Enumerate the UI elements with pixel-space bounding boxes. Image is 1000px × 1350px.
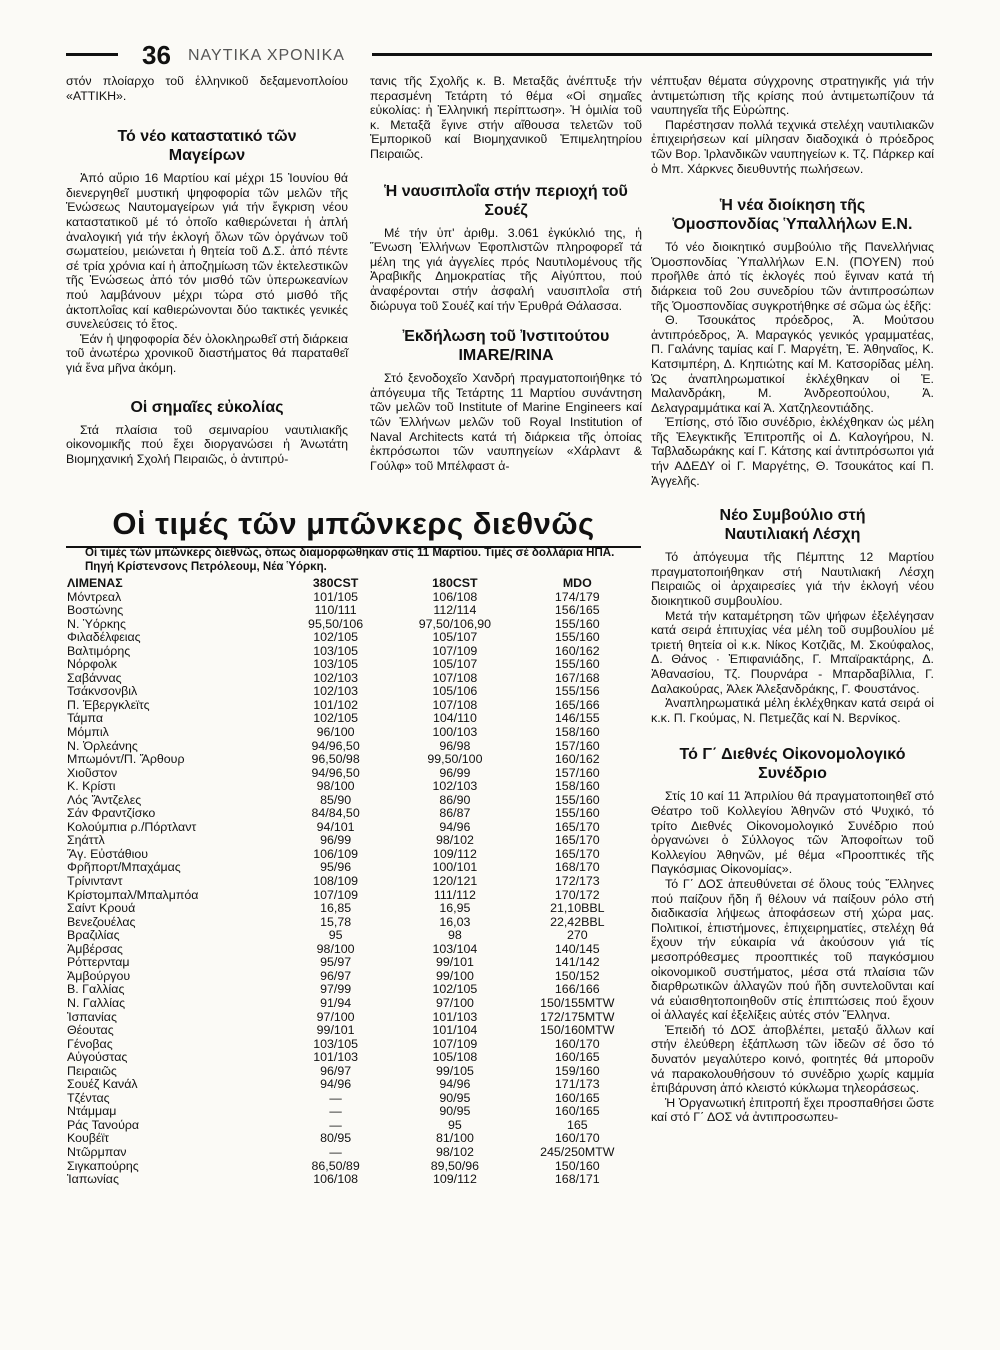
price-180cst-cell: 96/98 [439,738,471,753]
price-180cst-cell: 89,50/96 [430,1158,480,1173]
table-row [64,861,640,875]
price-380cst-cell: 106/109 [313,846,358,861]
paragraph: Τό νέο διοικητικό συμβούλιο τῆς Πανελλήνιας Ὁμοσπονδίας Ὑπαλλήλων Ε.Ν. (ΠΟΥΕΝ) πού προῆλθε ἀπό τίς ἐκλογές πού ἔγιναν κατά τή διάρκεια τοῦ 2ου συνεδρίου τῶν ἀντιπροσώπων τῆς Ὁμοσπονδίας συγκροτήθηκε σέ σῶμα ὡς ἑξῆς: [651,240,934,313]
table-row [64,699,640,713]
price-380cst-cell: 96,50/98 [311,752,360,767]
price-mdo-cell: 160/170 [554,1131,600,1146]
price-380cst-cell: 97/100 [316,1009,355,1024]
price-mdo-cell: 141/142 [554,955,600,970]
paragraph: Θ. Τσουκάτος πρόεδρος, Ἀ. Μούτσου ἀντιπρόεδρος, Ἀ. Μαραγκός γενικός γραμματέας, Π. Γαλάνης ταμίας καί Γ. Μαργέτη, Ἐ. Ἀθηναῖος, Κ. Κατσιμπέρη, Δ. Κηπιώτης καί Μ. Κατσορίδας μέλη. Ὡς ἀναπληρωματικοί ἐκλέχθηκαν οἱ Ἐ. Μαλανδράκη, Μ. Ἀνδρεοπούλου, Ἀ. Δελαγραμμάτικα καί Ἀ. Χατζηλεοντιάδης. [651,313,934,415]
table-row [64,1132,640,1146]
price-180cst-cell: 99,50/100 [427,752,483,767]
table-row [64,889,640,903]
table-row [64,767,640,781]
header-rule-left [66,53,118,56]
price-180cst-cell: 107/109 [432,643,478,658]
price-mdo-cell: 167/168 [554,670,600,685]
price-380cst-cell: 96/97 [320,1063,352,1078]
price-380cst-cell: 103/105 [313,643,358,658]
price-mdo-cell: 155/160 [554,630,600,645]
price-180cst-cell: 16,03 [439,914,471,929]
port-cell: Π. Ἐβεργκλεϊτς [67,697,150,712]
price-mdo-cell: 140/145 [554,941,600,956]
price-180cst-cell: 105/106 [432,684,478,699]
price-180cst-cell: 90/95 [439,1104,471,1119]
price-180cst-cell: 95 [448,1117,462,1132]
price-380cst-cell: 102/103 [313,670,358,685]
price-180cst-cell: 111/112 [433,887,476,902]
price-380cst-cell: — [329,1104,342,1119]
table-row [64,794,640,808]
port-cell: Ἀμβέρσας [67,941,123,956]
price-180cst-cell: 101/103 [432,1009,478,1024]
price-180cst-cell: 97,50/106,90 [418,616,492,631]
port-cell: Κ. Κρίστι [67,779,116,794]
headline-cooks-statute: Τό νέο καταστατικό τῶν Μαγείρων [117,128,297,165]
table-row [64,997,640,1011]
price-380cst-cell: 108/109 [313,874,358,889]
port-cell: Νόρφολκ [67,657,117,672]
price-380cst-cell: 107/109 [313,887,358,902]
table-row [64,956,640,970]
table-row [64,1092,640,1106]
table-row [64,1051,640,1065]
table-row [64,834,640,848]
price-180cst-cell: 109/112 [432,846,477,861]
port-cell: Πειραιῶς [67,1063,117,1078]
price-mdo-cell: 160/170 [554,1036,600,1051]
price-380cst-cell: 96/97 [320,968,352,983]
price-380cst-cell: 102/105 [313,711,358,726]
price-380cst-cell: 98/100 [316,941,355,956]
price-180cst-cell: 107/108 [432,697,478,712]
paragraph: Παρέστησαν πολλά τεχνικά στελέχη ναυτιλιακῶν ἐπιχειρήσεων καί μίλησαν διαδοχικά ὁ πρόεδρος τῶν Βορ. Ἰρλανδικῶν ναυπηγείων κ. Τζ. Πάρκερ καί ὁ Μπ. Χάρκνες διευθυντής πωλήσεων. [651,117,934,176]
price-mdo-cell: 160/165 [554,1090,600,1105]
price-380cst-cell: 95,50/106 [308,616,364,631]
headline-suez-navigation: Ἡ ναυσιπλοΐα στήν περιοχή τοῦ Σουέζ [384,182,628,219]
price-180cst-cell: 90/95 [439,1090,471,1105]
table-row [64,1105,640,1119]
paragraph: Ἐπειδή τό ΔΟΣ ἀποβλέπει, μεταξύ ἄλλων καί στήν ἐλεύθερη ἐξάπλωση τῶν ἰδεῶν σέ ὅσο τό δυνατόν μεγαλύτερο κοινό, φοιτητές θά μποροῦν νά παρακολουθήσουν τό συνέδριο χωρίς καμμία ἐπιβάρυνση ἀπό κλειστό κύκλωμα τηλεοράσεως. [651,1022,934,1096]
price-380cst-cell: 97/99 [320,982,352,997]
price-380cst-cell: — [329,1117,342,1132]
paragraph: Στίς 10 καί 11 Ἀπριλίου θά πραγματοποιηθεῖ στό Θέατρο τοῦ Κολλεγίου Ἀθηνῶν στό Ψυχικό, τό τρίτο Διεθνές Οἰκονομολογικό Συνέδριο πού ὀργανώνει ὁ Σύλλογος τῶν Ἀποφοίτων τοῦ Κολλεγίου Ἀθηνῶν, μέ θέμα «Προοπτικές τῆς Παγκόσμιας Οἰκονομίας». [651,789,934,877]
port-cell: Μπωμόντ/Π. Ἄρθουρ [67,752,185,767]
price-180cst-cell: 102/103 [432,779,478,794]
headline-nautical-club: Νέο Συμβούλιο στή Ναυτιλιακή Λέσχη [719,507,866,544]
table-row [64,1146,640,1160]
paragraph: τανις τῆς Σχολῆς κ. Β. Μεταξᾶς ἀνέπτυξε τήν περασμένη Τετάρτη τό θέμα «Οἱ σημαῖες εὐκολίας: ἡ Ἑλληνική περίπτωση». Ἡ ὁμιλία τοῦ κ. Μεταξᾶ ἔγινε στήν αἴθουσα τελετῶν τοῦ Ἐμπορικοῦ καί Βιομηχανικοῦ Ἐπιμελητηρίου Πειραιῶς. [370,74,642,161]
port-cell: Σαβάννας [67,670,122,685]
paragraph: Τό Γ΄ ΔΟΣ ἀπευθύνεται σέ ὅλους τούς Ἕλληνες πού παίζουν ἤδη ἤ θέλουν νά παίξουν ρόλο στή διαδικασία λήψεως ἀποφάσεων στή χώρα μας. Πολιτικοί, ἐπιστήμονες, ἐπιχειρηματίες, στελέχη θά ἔχουν τήν εὐκαιρία νά ἀκούσουν γιά τίς μεσοπρόθεσμες προοπτικές τοῦ παγκόσμιου οἰκονομικοῦ συστήματος, μέσα στά πλαίσια τῶν διαρθρωτικῶν ἀλλαγῶν πού ἤδη συντελοῦνται καί νά εὐαισθητοποιηθοῦν στίς ἐπιπτώσεις πού ἔχουν οἱ ἀλλαγές καί ἐξελίξεις αὐτές στόν Ἕλληνα. [651,876,934,1023]
port-cell: Βοστώνης [67,603,124,618]
port-cell: Β. Γαλλίας [67,982,125,997]
price-380cst-cell: 99/101 [316,1023,355,1038]
port-cell: Ἰαπωνίας [67,1172,119,1187]
price-mdo-cell: 155/156 [554,684,600,699]
paragraph: Ἀναπληρωματικά μέλη ἐκλέχθηκαν κατά σειρά οἱ κ.κ. Π. Γκούμας, Ν. Πετμεζᾶς καί Ν. Βερνίκος. [651,696,934,725]
port-cell: Φιλαδέλφειας [67,630,141,645]
port-cell: Λός Ἄντζελες [67,792,142,807]
price-380cst-cell: 101/103 [313,1050,358,1065]
column-header-mdo: MDO [562,576,592,590]
price-mdo-cell: 172/173 [554,874,600,889]
paragraph: Μέ τήν ὑπ' ἀριθμ. 3.061 ἐγκύκλιό της, ἡ Ἕνωση Ἑλλήνων Ἐφοπλιστῶν πληροφορεῖ τά μέλη της γιά ἀγγελίες πρός Ναυτιλομένους τῆς Ἀραβικῆς Δημοκρατίας τῆς Αἰγύπτου, πού ἀναφέρονται στήν ἀσφαλή ναυσιπλοΐα στή διώρυγα τοῦ Σουέζ καί τήν Ἐρυθρά Θάλασσα. [370,225,642,313]
price-380cst-cell: 110/111 [314,603,357,618]
price-mdo-cell: 171/173 [554,1077,600,1092]
paragraph: στόν πλοίαρχο τοῦ ἑλληνικοῦ δεξαμενοπλοίου «ΑΤΤΙΚΗ». [66,74,348,103]
price-380cst-cell: 101/102 [313,697,358,712]
table-row [64,807,640,821]
masthead: ΝΑΥΤΙΚΑ ΧΡΟΝΙΚΑ [188,47,345,64]
price-180cst-cell: 101/104 [432,1023,478,1038]
price-380cst-cell: 95/97 [320,955,352,970]
price-mdo-cell: 155/160 [554,792,600,807]
price-380cst-cell: — [329,1090,342,1105]
price-380cst-cell: — [329,1144,342,1159]
port-cell: Βραζιλίας [67,928,120,943]
table-row [64,604,640,618]
price-mdo-cell: 270 [566,928,588,943]
header-rule-right [372,53,932,56]
price-180cst-cell: 94/96 [439,819,471,834]
port-cell: Σάν Φραντζίσκο [67,806,156,821]
price-180cst-cell: 100/103 [432,725,478,740]
price-180cst-cell: 94/96 [439,1077,471,1092]
price-mdo-cell: 160/165 [554,1104,600,1119]
price-380cst-cell: 101/105 [313,589,358,604]
paragraph: Ἐπίσης, στό ἴδιο συνέδριο, ἐκλέχθηκαν ὡς μέλη τῆς Ἐλεγκτικῆς Ἐπιτροπῆς οἱ Δ. Καλογήρου, Ν. Ταβλαδωράκης καί Γ. Κάτσης καί ἀντιπρόσωποι γιά τήν ΑΔΕΔΥ οἱ Γ. Μαργέτης, Θ. Τσουκάτος καί Π. Ἀγγελῆς. [651,415,934,488]
price-mdo-cell: 150/155MTW [540,995,615,1010]
table-row [64,685,640,699]
price-mdo-cell: 22,42BBL [550,914,605,929]
table-row [64,875,640,889]
port-cell: Ρόττερνταμ [67,955,130,970]
port-cell: Βαλτιμόρης [67,643,131,658]
table-row [64,821,640,835]
headline-flags-of-convenience: Οἱ σημαῖες εὐκολίας [130,398,284,416]
price-180cst-cell: 107/108 [432,670,478,685]
price-180cst-cell: 86/87 [439,806,471,821]
price-mdo-cell: 150/152 [554,968,600,983]
paragraph: Ἐάν ἡ ψηφοφορία δέν ὁλοκληρωθεῖ στή διάρκεια τοῦ ἀνωτέρω χρονικοῦ διαστήματος θά παραταθεῖ γιά ἕνα μῆνα ἀκόμη. [66,331,348,375]
price-mdo-cell: 160/165 [554,1050,600,1065]
price-180cst-cell: 112/114 [433,603,477,618]
price-180cst-cell: 16,95 [439,901,471,916]
price-380cst-cell: 96/99 [320,833,352,848]
price-180cst-cell: 98/102 [435,833,474,848]
table-row [64,1078,640,1092]
price-180cst-cell: 96/99 [439,765,471,780]
price-mdo-cell: 165/170 [554,819,600,834]
table-row [64,740,640,754]
price-180cst-cell: 99/105 [435,1063,474,1078]
table-row [64,848,640,862]
price-380cst-cell: 95/96 [320,860,352,875]
price-180cst-cell: 105/107 [432,657,478,672]
paragraph: Στά πλαίσια τοῦ σεμιναρίου ναυτιλιακῆς οἰκονομικῆς πού ἔχει διοργανώσει ἡ Ἀνωτάτη Βιομηχανική Σχολή Πειραιῶς, ὁ ἀντιπρύ- [66,422,348,466]
price-180cst-cell: 120/121 [432,874,478,889]
page-number: 36 [142,40,171,70]
price-mdo-cell: 170/172 [554,887,600,902]
port-cell: Τάμπα [67,711,104,726]
price-mdo-cell: 159/160 [554,1063,600,1078]
price-mdo-cell: 166/166 [554,982,600,997]
port-cell: Κολούμπια ρ./Πόρτλαντ [67,819,197,834]
port-cell: Σηάττλ [67,833,105,848]
paragraph: Ἀπό αὔριο 16 Μαρτίου καί μέχρι 15 Ἰουνίου θά διενεργηθεῖ μυστική ψηφοφορία τῶν μελῶν τῆς Ἑνώσεως Ναυτομαγείρων γιά τήν ἔγκριση νέου καταστατικοῦ μέ τό ὁποῖο καθιερώνεται ἡ ἁπλή ἀναλογική γιά τήν ἐκλογή ὅλων τῶν ὀργάνων τοῦ σωματείου, μειώνεται ἡ θητεία τοῦ Δ.Σ. ἀπό πέντε σέ τρία χρόνια καί ἡ ἀποζημίωση τῶν ἐκτελεστικῶν τῆς Ἑνώσεως ἀπό τόν μισθό τῶν ὑπερωκεανίων πού λαμβάνουν μέχρι τώρα στό μισθό τῆς ἀκτοπλοΐας καί καθιερώνονται δύο τακτικές γενικές συνελεύσεις τό ἔτος. [66,171,348,332]
price-mdo-cell: 158/160 [554,779,600,794]
port-cell: Βενεζουέλας [67,914,136,929]
bunker-table-intro: Οἱ τιμές τῶν μπῶνκερς διεθνῶς, ὅπως διαμορφώθηκαν στίς 11 Μαρτίου. Τιμές σέ δολλάρια ΗΠΑ. Πηγή Κρίστενσονς Πετρόλεουμ, Νέα Ὑόρκη. [85,547,615,573]
price-mdo-cell: 155/160 [554,806,600,821]
price-mdo-cell: 156/165 [554,603,600,618]
table-row [64,591,640,605]
port-cell: Ντάμμαμ [67,1104,117,1119]
price-mdo-cell: 168/170 [554,860,600,875]
price-mdo-cell: 168/171 [554,1172,600,1187]
port-cell: Ν. Ὑόρκης [67,616,126,631]
port-cell: Μόμπιλ [67,725,109,740]
table-row [64,618,640,632]
headline-imare-rina: Ἐκδήλωση τοῦ Ἰνστιτούτου IMARE/RINA [402,328,610,365]
price-380cst-cell: 84/84,50 [311,806,360,821]
price-380cst-cell: 94/96,50 [311,738,360,753]
headline-federation-board: Ἡ νέα διοίκηση τῆς Ὁμοσπονδίας Ὑπαλλήλων Ε.Ν. [672,197,913,234]
port-cell: Γένοβας [67,1036,113,1051]
table-row [64,1173,640,1187]
table-row [64,1038,640,1052]
port-cell: Ν. Ὀρλεάνης [67,738,138,753]
table-row [64,1024,640,1038]
column-header-180cst: 180CST [432,576,478,590]
port-cell: Σιγκαπούρης [67,1158,139,1173]
price-180cst-cell: 86/90 [439,792,471,807]
price-380cst-cell: 15,78 [320,914,352,929]
port-cell: Ντῶρμπαν [67,1144,127,1159]
port-cell: Αὐγούστας [67,1050,128,1065]
price-mdo-cell: 155/160 [554,657,600,672]
price-mdo-cell: 21,10BBL [550,901,605,916]
price-mdo-cell: 165/166 [554,697,600,712]
price-mdo-cell: 150/160MTW [540,1023,615,1038]
port-cell: Κρίστομπαλ/Μπαλμπόα [67,887,199,902]
price-mdo-cell: 245/250MTW [540,1144,615,1159]
paragraph: Στό ξενοδοχεῖο Χανδρή πραγματοποιήθηκε τό ἀπόγευμα τῆς Τετάρτης 11 Μαρτίου συνάντηση τῶν μελῶν τοῦ Institute of Marine Engineers καί τῶν Ἑλλήνων μελῶν τοῦ Royal Institution of Naval Architects κατά τή διάρκεια τῆς ὁποίας ἐκπρόσωποι τῶν ναυπηγείων «Χάρλαντ & Γούλφ» τοῦ Μπέλφαστ ἀ- [370,371,642,473]
price-180cst-cell: 99/100 [435,968,474,983]
table-row [64,631,640,645]
paragraph: Ἡ Ὀργανωτική ἐπιτροπή ἔχει προσπαθήσει ὥστε καί στό Γ΄ ΔΟΣ νά ἀντιπροσωπευ- [651,1095,934,1125]
bunker-table-title: Οἱ τιμές τῶν μπῶνκερς διεθνῶς [112,506,595,541]
paragraph: Τό ἀπόγευμα τῆς Πέμπτης 12 Μαρτίου πραγματοποιήθηκαν στή Ναυτιλιακή Λέσχη Πειραιῶς οἱ ἀρχαιρεσίες γιά τήν ἐκλογή νέου διοικητικοῦ συμβουλίου. [651,550,934,609]
port-cell: Τρίνινταντ [67,874,123,889]
table-row [64,780,640,794]
price-180cst-cell: 109/112 [432,1172,477,1187]
table-row [64,983,640,997]
table-row [64,1011,640,1025]
port-cell: Ἰσπανίας [67,1009,117,1024]
port-cell: Θέουτας [67,1023,114,1038]
price-180cst-cell: 100/101 [432,860,478,875]
price-180cst-cell: 99/101 [435,955,474,970]
price-380cst-cell: 96/100 [316,725,355,740]
price-380cst-cell: 94/101 [316,819,355,834]
price-380cst-cell: 98/100 [316,779,355,794]
table-row [64,1119,640,1133]
price-180cst-cell: 106/108 [432,589,478,604]
column-header-port: ΛΙΜΕΝΑΣ [67,576,123,590]
price-mdo-cell: 160/162 [554,643,600,658]
column-header-380cst: 380CST [312,576,359,590]
port-cell: Μόντρεαλ [67,589,122,604]
price-380cst-cell: 94/96,50 [311,765,360,780]
table-row [64,902,640,916]
price-mdo-cell: 160/162 [554,752,600,767]
port-cell: Σουέζ Κανάλ [67,1077,138,1092]
table-header-row [64,577,640,591]
price-180cst-cell: 98/102 [435,1144,474,1159]
price-380cst-cell: 94/96 [320,1077,352,1092]
table-row [64,943,640,957]
port-cell: Σαίντ Κρουά [67,901,136,916]
headline-economic-conference: Τό Γ΄ Διεθνές Οἰκονομολογικό Συνέδριο [679,746,906,783]
port-cell: Ἅγ. Εὐστάθιου [67,846,149,861]
port-cell: Τσάκνσονβιλ [67,684,138,699]
column-right [651,74,934,1125]
price-mdo-cell: 165/170 [554,833,600,848]
price-mdo-cell: 165 [566,1117,588,1132]
price-380cst-cell: 85/90 [320,792,352,807]
port-cell: Τζέντας [67,1090,110,1105]
port-cell: Κουβέϊτ [67,1131,110,1146]
table-row [64,753,640,767]
price-180cst-cell: 105/108 [432,1050,478,1065]
price-180cst-cell: 105/107 [432,630,478,645]
price-380cst-cell: 102/103 [313,684,358,699]
table-row [64,645,640,659]
table-row [64,1160,640,1174]
table-row [64,658,640,672]
price-mdo-cell: 158/160 [554,725,600,740]
table-row [64,712,640,726]
price-380cst-cell: 80/95 [320,1131,352,1146]
price-380cst-cell: 103/105 [313,657,358,672]
price-380cst-cell: 106/108 [313,1172,358,1187]
price-180cst-cell: 97/100 [435,995,474,1010]
price-mdo-cell: 155/160 [554,616,600,631]
price-380cst-cell: 102/105 [313,630,358,645]
port-cell: Ἀμβούργου [67,968,131,983]
bunker-price-table [64,577,640,1187]
price-380cst-cell: 91/94 [320,995,352,1010]
table-row [64,970,640,984]
price-mdo-cell: 157/160 [554,765,600,780]
price-180cst-cell: 104/110 [432,711,477,726]
port-cell: Ράς Τανούρα [67,1117,140,1132]
price-380cst-cell: 103/105 [313,1036,358,1051]
price-180cst-cell: 102/105 [432,982,478,997]
price-380cst-cell: 16,85 [320,901,352,916]
price-mdo-cell: 174/179 [554,589,600,604]
price-mdo-cell: 157/160 [554,738,600,753]
price-180cst-cell: 107/109 [432,1036,478,1051]
table-row [64,672,640,686]
price-180cst-cell: 103/104 [432,941,478,956]
price-mdo-cell: 165/170 [554,846,600,861]
paragraph: νέπτυξαν θέματα σύγχρονης στρατηγικῆς γιά τήν ἀντιμετώπιση τῆς κρίσης πού ἀντιμετωπίζουν τά ναυπηγεῖα τῆς Εὐρώπης. [651,74,934,118]
price-180cst-cell: 98 [448,928,462,943]
price-mdo-cell: 150/160 [554,1158,600,1173]
port-cell: Ν. Γαλλίας [67,995,126,1010]
price-mdo-cell: 172/175MTW [540,1009,615,1024]
price-mdo-cell: 146/155 [554,711,600,726]
table-row [64,726,640,740]
table-row [64,916,640,930]
table-row [64,929,640,943]
port-cell: Χιοῦστον [67,765,118,780]
table-row [64,1065,640,1079]
price-380cst-cell: 95 [328,928,343,943]
price-380cst-cell: 86,50/89 [311,1158,360,1173]
price-180cst-cell: 81/100 [435,1131,474,1146]
paragraph: Μετά τήν καταμέτρηση τῶν ψήφων ἐξελέγησαν κατά σειρά ἐπιτυχίας νέα μέλη τοῦ συμβουλίου μέ τριετή θητεία οἱ κ.κ. Νίκος Κοτζιᾶς, Μ. Σκούφαλος, Δ. Θάνος · Ἐπιφανιάδης, Γ. Μπαϊρακτάρης, Δ. Ἀθανασίου, Τζ. Πουρνάρα - Μπαρδαβίλλια, Γ. Δαλακούρας, Ἀλεκ Ἀλεξανδράκης, Γ. Φουστάνος. [651,608,934,696]
column-left [66,74,348,466]
column-middle [370,74,642,473]
port-cell: Φρῆπορτ/Μπαχάμας [67,860,181,875]
